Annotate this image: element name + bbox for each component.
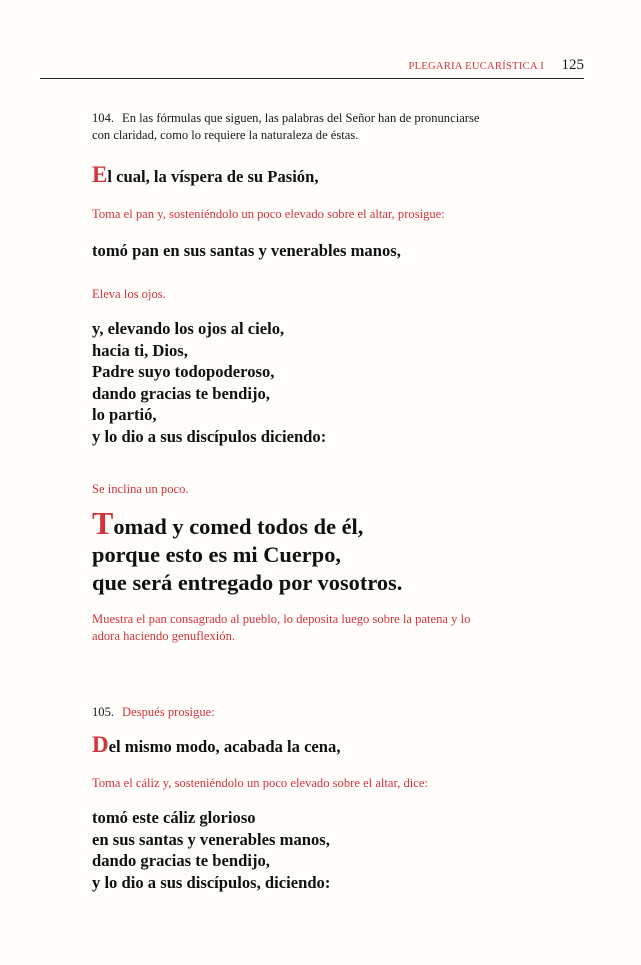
prayer-line: hacia ti, Dios, bbox=[92, 340, 188, 360]
note-105 bbox=[92, 704, 586, 721]
consecration-words: Tomad y comed todos de él, porque esto es mi Cuerpo, que será entregado por vosotros. bbox=[92, 507, 586, 597]
prayer-line: tomó pan en sus santas y venerables manos, bbox=[92, 241, 401, 260]
prayer-line: dando gracias te bendijo, bbox=[92, 383, 270, 403]
prayer-line: dando gracias te bendijo, bbox=[92, 851, 270, 870]
note-number: 104. bbox=[92, 111, 115, 125]
page-header bbox=[40, 56, 584, 79]
prayer-line: Padre suyo todopoderoso, bbox=[92, 362, 275, 381]
drop-cap: E bbox=[92, 162, 108, 187]
rubric: Toma el pan y, sosteniéndolo un poco elevado sobre el altar, prosigue: bbox=[92, 207, 445, 221]
rubric: Se inclina un poco. bbox=[92, 482, 189, 496]
prayer-stanza bbox=[92, 318, 586, 447]
rubric: Toma el cáliz y, sosteniéndolo un poco elevado sobre el altar, dice: bbox=[92, 776, 428, 790]
prayer-line: lo partió, bbox=[92, 405, 157, 424]
prayer-line: en sus santas y venerables manos, bbox=[92, 829, 330, 849]
prayer-line: El cual, la víspera de su Pasión, bbox=[92, 162, 319, 187]
note-number: 105. bbox=[92, 705, 115, 719]
running-title: PLEGARIA EUCARÍSTICA I bbox=[408, 61, 544, 72]
rubric: Después prosigue: bbox=[122, 705, 215, 719]
prayer-line: que será entregado por vosotros. bbox=[92, 570, 403, 595]
prayer-line: porque esto es mi Cuerpo, bbox=[92, 542, 341, 567]
prayer-stanza bbox=[92, 807, 586, 893]
note-104 bbox=[92, 110, 586, 144]
page-number: 125 bbox=[561, 57, 584, 73]
prayer-line: Del mismo modo, acabada la cena, bbox=[92, 732, 341, 757]
drop-cap: D bbox=[92, 732, 109, 757]
prayer-line: y lo dio a sus discípulos diciendo: bbox=[92, 426, 327, 446]
rubric: Muestra el pan consagrado al pueblo, lo deposita luego sobre la patena y lo adora haciendo genuflexión. bbox=[92, 612, 471, 643]
prayer-line: tomó este cáliz glorioso bbox=[92, 808, 256, 827]
note-text: con claridad, como lo requiere la naturaleza de éstas. bbox=[92, 128, 359, 142]
prayer-line: y, elevando los ojos al cielo, bbox=[92, 319, 285, 338]
rubric: Eleva los ojos. bbox=[92, 287, 166, 301]
drop-cap: T bbox=[92, 505, 114, 541]
prayer-line: y lo dio a sus discípulos, diciendo: bbox=[92, 872, 331, 892]
note-text: En las fórmulas que siguen, las palabras del Señor han de pronunciarse bbox=[122, 111, 480, 125]
